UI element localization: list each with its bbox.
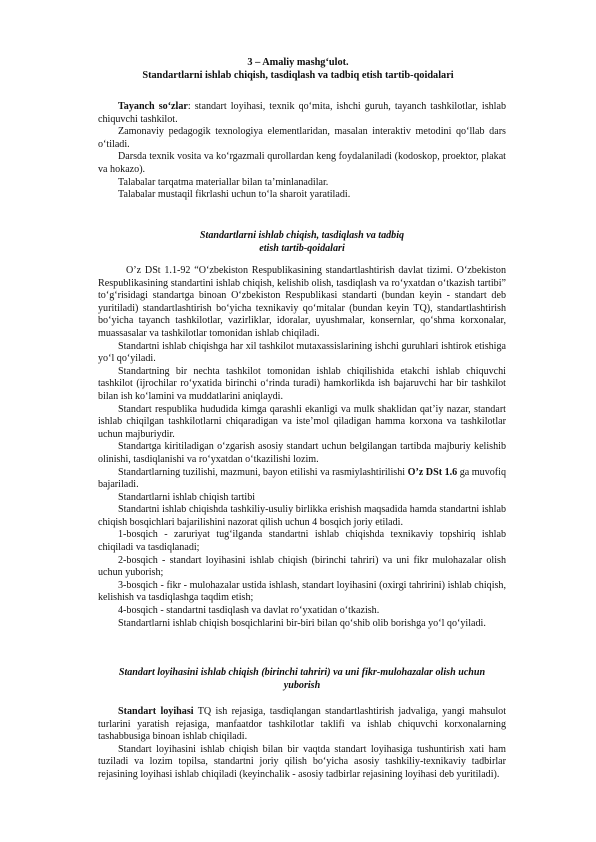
- section-1-paragraph-13: Standartlarni ishlab chiqish bosqichlarini bir-biri bilan qo‘shib olib borishga yo‘l qo‘yiladi.: [118, 617, 486, 629]
- intro-section: [98, 101, 506, 202]
- standard-draft-label: Standart loyihasi: [118, 706, 194, 717]
- section-1-paragraph-2: Standartni ishlab chiqishga har xil tashkilot mutaxassislarining ishchi guruhlari ishtirok etishiga yo‘l qo‘yiladi.: [98, 340, 506, 365]
- section-1-paragraph-6: [98, 467, 506, 492]
- section-2-heading: [98, 667, 506, 692]
- section-2-body: [98, 706, 506, 782]
- section-1-paragraph-9: 1-bosqich - zaruriyat tug‘ilganda standartni ishlab chiqishda texnikaviy topshiriq ishlab chiqiladi va tasdiqlanadi;: [98, 529, 506, 554]
- section-1-paragraph-10: 2-bosqich - standart loyihasini ishlab chiqish (birinchi tahriri) va uni fikr mulohazalar olish uchun yuborish;: [98, 554, 506, 579]
- section-1-heading: [98, 230, 506, 255]
- section-1-paragraph-4: Standart respublika hududida kimga qarashli ekanligi va mulk shaklidan qat’iy nazar, standart ishlab chiqilgan tashkilotlarni chiqaradigan va iste’mol qiladigan hamma korxona va tashkilotlar uchun majburiydir.: [98, 403, 506, 440]
- section-1-paragraph-8: Standartni ishlab chiqishda tashkiliy-usuliy birlikka erishish maqsadida hamda standartni ishlab chiqish bosqichlari bajarilishini nazorat qilish uchun 4 bosqich joriy etiladi.: [98, 504, 506, 528]
- section-2-paragraph-1: [98, 706, 506, 744]
- section-1-paragraph-5: Standartga kiritiladigan o‘zgarish asosiy standart uchun belgilangan tartibda majburiy kelishib olinishi, tasdiqlanishi va ro‘yxatdan o‘tkazilishi lozim.: [98, 441, 506, 465]
- section-1-body: [98, 265, 506, 630]
- intro-paragraph-4: Talabalar tarqatma materiallar bilan ta’minlanadilar.: [118, 176, 329, 188]
- section-1-paragraph-3: Standartning bir nechta tashkilot tomonidan ishlab chiqilishida etakchi ishlab chiquvchi tashkilot (ijrochilar ro‘yxatida birinchi o‘rinda turadi) hamkorlikda ish bajaruvchi har bir tashkilot bilan ish ko‘lamini va muddatlarini aniqlaydi.: [98, 365, 506, 402]
- page-title: 3 – Amaliy mashg‘ulot.: [247, 57, 349, 68]
- keywords-text: : standart loyihasi, texnik qo‘mita, ishchi guruh, tayanch tashkilotlar, ishlab chiquvchi tashkilot.: [98, 101, 507, 125]
- section-2-heading-line-2: yuborish: [283, 679, 321, 691]
- section-2-paragraph-1-text: TQ ish rejasiga, tasdiqlangan standartlashtirish jadvaliga, yangi mahsulot turlarini yaratish rejasiga, manfaatdor tashkilotlar taklifi va ishlab chiquvchi korxonalarning tashabbusiga binoan ishlab chiqiladi.: [98, 706, 506, 743]
- paragraph-6-prefix: Standartlarning tuzilishi, mazmuni, bayon etilishi va rasmiylashtirilishi: [118, 466, 408, 478]
- intro-paragraph-5: Talabalar mustaqil fikrlashi uchun to‘la sharoit yaratiladi.: [118, 189, 351, 201]
- section-1-heading-line-2: etish tartib-qoidalari: [259, 242, 345, 254]
- section-2-paragraph-2: Standart loyihasini ishlab chiqish bilan bir vaqtda standart loyihasiga tushuntirish xati ham tuziladi va lozim topilsa, standartni joriy qilish bo‘yicha asosiy tashkiliy-texnikaviy tadbirlar rejasining loyihasi ishlab chiqiladi (keyinchalik - asosiy tadbirlar rejasining loyihasi deb yuritiladi).: [98, 743, 506, 780]
- intro-paragraph-2: Zamonaviy pedagogik texnologiya elementlaridan, masalan interaktiv metodini qo‘llab dars o‘tiladi.: [98, 126, 506, 150]
- section-1-heading-line-1: Standartlarni ishlab chiqish, tasdiqlash va tadbiq: [199, 230, 405, 241]
- section-2-heading-line-1: Standart loyihasini ishlab chiqish (birinchi tahriri) va uni fikr-mulohazalar olish uchun: [118, 667, 486, 678]
- paragraph-6-suffix: ga muvofiq bajariladi.: [98, 466, 506, 491]
- page-subtitle: Standartlarni ishlab chiqish, tasdiqlash va tadbiq etish tartib-qoidalari: [142, 70, 454, 81]
- keywords-label: Tayanch so‘zlar: [118, 101, 188, 112]
- standard-code: O’z DSt 1.6: [407, 466, 458, 478]
- section-1-paragraph-1: O’z DSt 1.1-92 “O‘zbekiston Respublikasining standartlashtirish davlat tizimi. O‘zbekiston Respublikasining standartini ishlab chiqish, kelishib olish, tasdiqlash va ro‘yxatdan o‘tkazish tartibi” to‘g‘risidagi standartga binoan O‘zbekiston Respublikasi standarti (bundan keyin - standart deb yuritiladi) standartlashtirish bo‘yicha texnikaviy qo‘mitalar (bundan keyin TQ), standartlashtirish bo‘yicha tayanch tashkilotlar, vazirliklar, idoralar, uyushmalar, konsernlar, qo‘shma korxonalar, muassasalar va tashkilotlar tomonidan ishlab chiqiladi.: [98, 265, 506, 339]
- section-1-paragraph-12: 4-bosqich - standartni tasdiqlash va davlat ro‘yxatidan o‘tkazish.: [118, 605, 380, 617]
- intro-paragraph-3: Darsda texnik vosita va ko‘rgazmali qurollardan keng foydalaniladi (kodoskop, proektor, plakat va hokazo).: [98, 151, 506, 175]
- section-1-paragraph-7: Standartlarni ishlab chiqish tartibi: [118, 491, 256, 503]
- intro-keywords-paragraph: [98, 101, 506, 126]
- section-1-paragraph-11: 3-bosqich - fikr - mulohazalar ustida ishlash, standart loyihasini (oxirgi tahririni) ishlab chiqish, kelishish va tasdiqlashga taqdim etish;: [98, 579, 506, 604]
